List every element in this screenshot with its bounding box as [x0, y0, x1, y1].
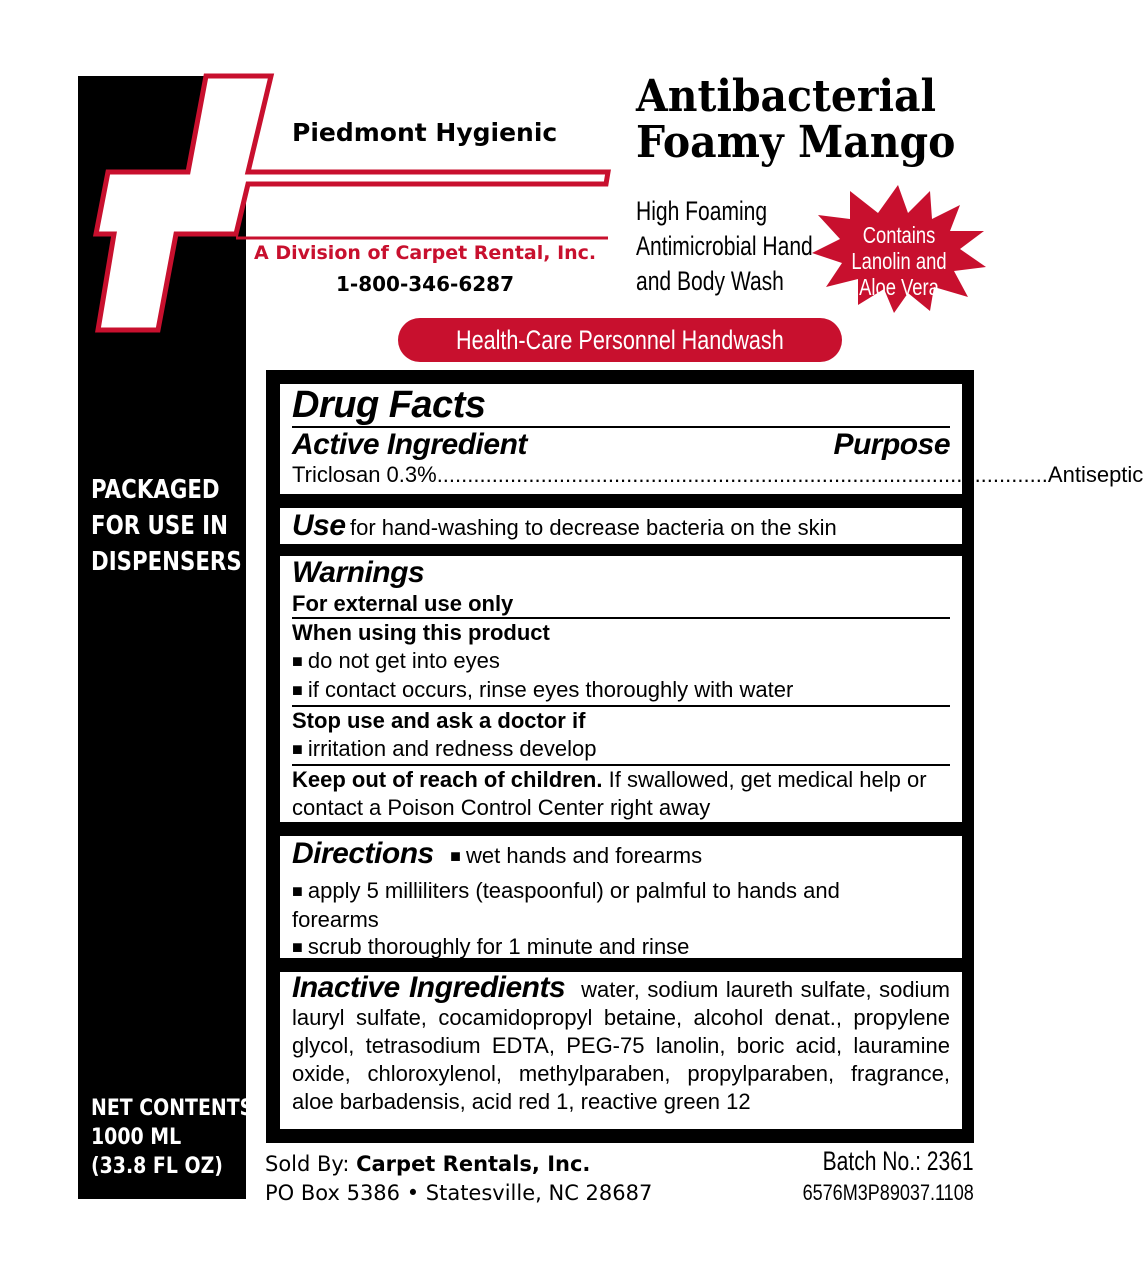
purpose-value: Antiseptic	[1047, 462, 1143, 487]
phone-number: 1-800-346-6287	[336, 272, 514, 296]
warning-item: ■ if contact occurs, rinse eyes thoroughly with water	[292, 676, 950, 705]
direction-item: ■ wet hands and forearms	[450, 843, 702, 868]
drug-facts-heading: Drug Facts	[292, 384, 486, 426]
use-box	[280, 508, 962, 544]
leader-dots: ....................................................................................................	[436, 462, 1048, 487]
sold-by-company: Carpet Rentals, Inc.	[356, 1152, 591, 1176]
address: PO Box 5386 • Statesville, NC 28687	[265, 1181, 653, 1205]
direction-item: ■ scrub thoroughly for 1 minute and rinse	[292, 933, 950, 962]
directions-box	[280, 836, 962, 958]
stop-use-heading: Stop use and ask a doctor if	[292, 708, 586, 733]
directions-heading: Directions	[292, 837, 434, 870]
use-text: for hand-washing to decrease bacteria on the skin	[350, 515, 837, 540]
drug-facts-header-box	[280, 384, 1143, 494]
inactive-ingredients-text: water, sodium laureth sulfate, sodium lauryl sulfate, cocamidopropyl betaine, alcohol denat., propylene glycol, tetrasodium EDTA, PEG-75 lanolin, boric acid, lauramine oxide, chloroxylenol, methylparaben, propylparaben, fragrance, aloe barbadensis, acid red 1, reactive green 12	[292, 977, 951, 1114]
sold-by-label: Sold By:	[265, 1152, 350, 1176]
inactive-ingredients-heading: Inactive Ingredients	[292, 971, 566, 1004]
batch-number: Batch No.: 2361	[822, 1146, 974, 1176]
active-ingredient-heading: Active Ingredient	[292, 428, 527, 461]
starburst-text: Contains Lanolin and Aloe Vera	[851, 222, 947, 300]
sold-by	[265, 1150, 652, 1208]
warning-item: ■ do not get into eyes	[292, 647, 950, 676]
inactive-ingredients-box	[280, 972, 962, 1129]
division-text: A Division of Carpet Rental, Inc.	[254, 242, 597, 264]
active-purpose-row	[292, 426, 950, 462]
brand-name: Piedmont Hygienic	[292, 118, 558, 147]
keep-out-of-reach: Keep out of reach of children. If swallowed, get medical help or contact a Poison Control Center right away	[292, 767, 927, 820]
red-cross-logo	[78, 60, 618, 350]
handwash-banner: Health-Care Personnel Handwash	[398, 318, 842, 362]
warnings-box	[280, 556, 962, 822]
warning-item: ■ irritation and redness develop	[292, 735, 950, 764]
active-ingredient: Triclosan 0.3%	[292, 462, 437, 487]
product-code: 6576M3P89037.1108	[802, 1180, 974, 1205]
product-subtitle: High Foaming Antimicrobial Hand and Body Wash	[636, 196, 813, 296]
net-contents: NET CONTENTS: 1000 ML (33.8 FL OZ)	[91, 1096, 261, 1179]
packaged-for-dispensers: PACKAGED FOR USE IN DISPENSERS	[91, 475, 242, 577]
use-heading: Use	[292, 509, 346, 542]
when-using-heading: When using this product	[292, 620, 550, 645]
direction-item: ■ apply 5 milliliters (teaspoonful) or palmful to hands and forearms	[292, 877, 950, 933]
batch-info	[760, 1146, 974, 1208]
product-title: Antibacterial Foamy Mango	[636, 71, 956, 168]
warnings-heading: Warnings	[292, 556, 425, 589]
external-use-text: For external use only	[292, 591, 514, 616]
active-ingredient-row	[292, 462, 1143, 488]
purpose-heading: Purpose	[833, 428, 950, 461]
